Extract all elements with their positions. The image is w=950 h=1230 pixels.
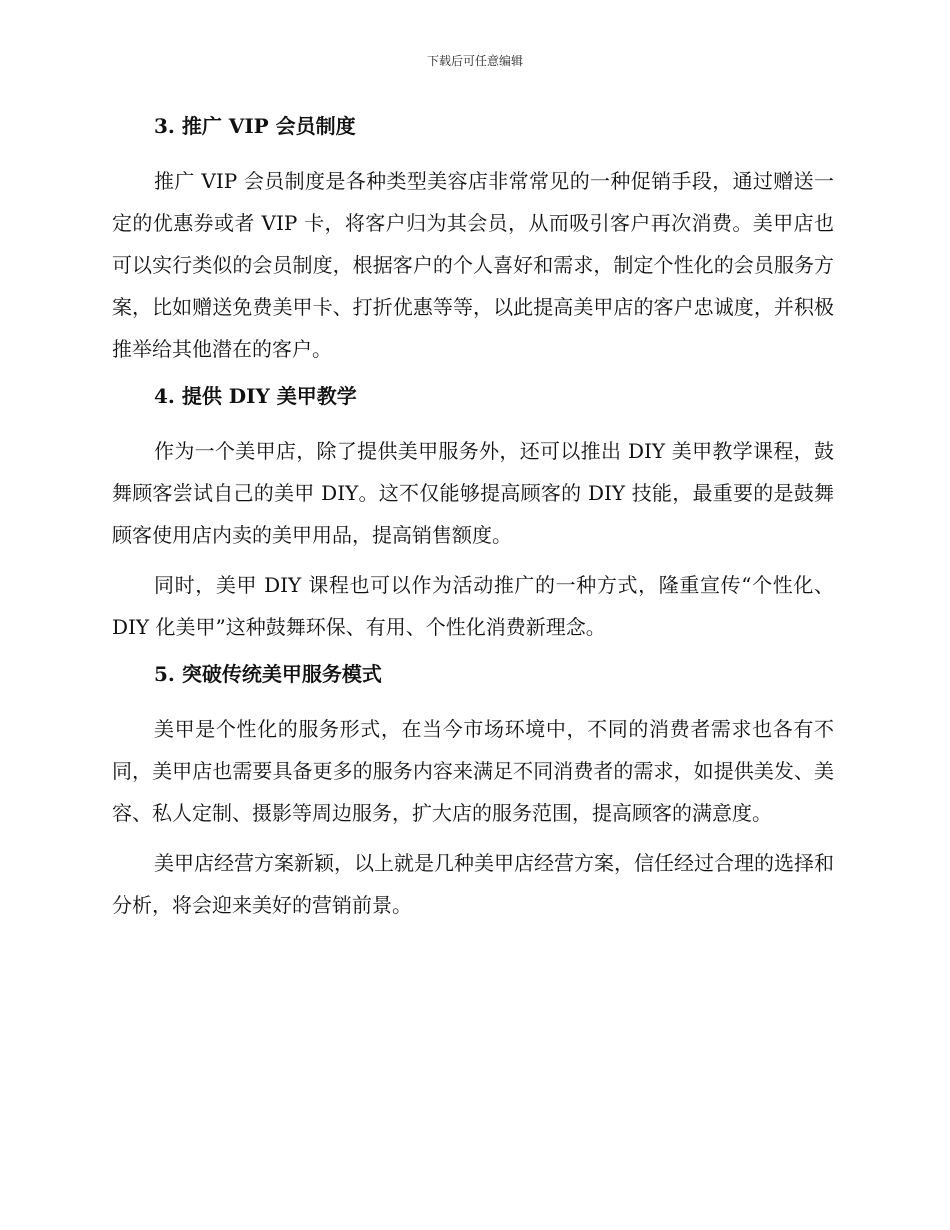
paragraph-vip: 推广 VIP 会员制度是各种类型美容店非常常见的一种促销手段，通过赠送一定的优惠券或者 VIP 卡，将客户归为其会员，从而吸引客户再次消费。美甲店也可以实行类似的会员制度，根据客户的个人喜好和需求，制定个性化的会员服务方案，比如赠送免费美甲卡、打折优惠等等，以此提高美甲店的客户忠诚度，并积极推举给其他潜在的客户。 xyxy=(112,169,834,361)
page-header: 下载后可任意编辑 xyxy=(426,54,523,68)
paragraph-service-mode: 美甲是个性化的服务形式，在当今市场环境中，不同的消费者需求也各有不同，美甲店也需要具备更多的服务内容来满足不同消费者的需求，如提供美发、美容、私人定制、摄影等周边服务，扩大店的服务范围，提高顾客的满意度。 xyxy=(112,717,834,825)
paragraph-diy-teaching: 作为一个美甲店，除了提供美甲服务外，还可以推出 DIY 美甲教学课程，鼓舞顾客尝试自己的美甲 DIY。这不仅能够提高顾客的 DIY 技能，最重要的是鼓舞顾客使用店内卖的美甲用品，提高销售额度。 xyxy=(112,439,834,547)
document-body xyxy=(112,108,834,934)
paragraph-diy-promotion: 同时，美甲 DIY 课程也可以作为活动推广的一种方式，隆重宣传“个性化、DIY 化美甲”这种鼓舞环保、有用、个性化消费新理念。 xyxy=(112,573,834,639)
paragraph-conclusion: 美甲店经营方案新颖，以上就是几种美甲店经营方案，信任经过合理的选择和分析，将会迎来美好的营销前景。 xyxy=(112,851,834,917)
section-heading-service-mode: 5. 突破传统美甲服务模式 xyxy=(154,662,382,686)
section-heading-vip: 3. 推广 VIP 会员制度 xyxy=(154,114,356,138)
section-heading-diy: 4. 提供 DIY 美甲教学 xyxy=(154,384,357,408)
